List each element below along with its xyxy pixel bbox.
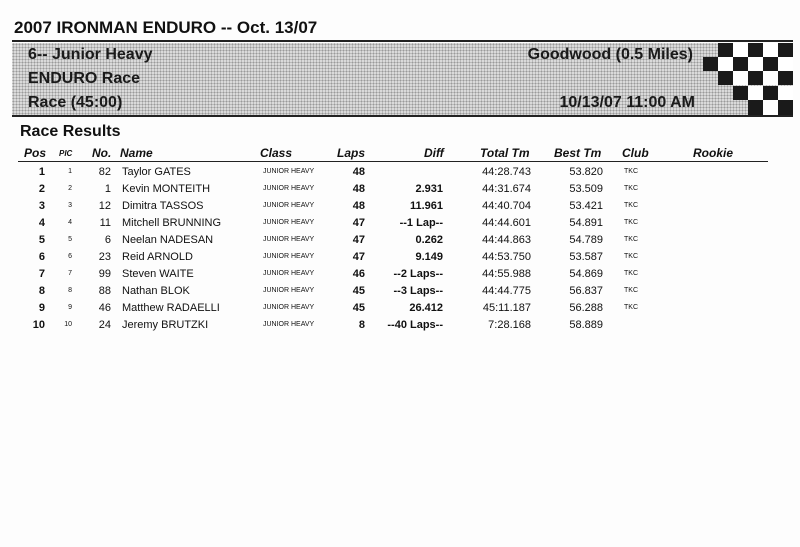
title-rule xyxy=(12,40,793,42)
cell-total: 44:44.863 xyxy=(482,234,531,246)
cell-class: JUNIOR HEAVY xyxy=(263,185,315,192)
cell-diff: 26.412 xyxy=(409,302,443,314)
cell-pos: 6 xyxy=(38,251,45,263)
cell-pos: 2 xyxy=(38,183,45,195)
cell-name: Jeremy BRUTZKI xyxy=(122,319,209,331)
cell-class: JUNIOR HEAVY xyxy=(263,304,315,311)
cell-laps: 8 xyxy=(358,319,365,331)
cell-pos: 9 xyxy=(38,302,45,314)
cell-club: TKC xyxy=(624,202,638,209)
cell-club: TKC xyxy=(624,253,638,260)
cell-name: Reid ARNOLD xyxy=(122,251,193,263)
cell-pic: 2 xyxy=(68,185,72,192)
cell-pic: 7 xyxy=(68,270,72,277)
col-header-no: No. xyxy=(92,146,112,160)
race-type: ENDURO Race xyxy=(28,70,141,87)
cell-name: Mitchell BRUNNING xyxy=(122,217,222,229)
cell-pic: 10 xyxy=(64,321,72,328)
cell-name: Neelan NADESAN xyxy=(122,234,214,246)
cell-no: 6 xyxy=(104,234,111,246)
cell-club: TKC xyxy=(624,270,638,277)
cell-name: Matthew RADAELLI xyxy=(122,302,220,314)
cell-no: 88 xyxy=(98,285,111,297)
track-name: Goodwood (0.5 Miles) xyxy=(527,46,693,63)
section-title: Race Results xyxy=(20,123,121,140)
cell-diff: --40 Laps-- xyxy=(387,319,443,331)
cell-club: TKC xyxy=(624,287,638,294)
col-header-total: Total Tm xyxy=(480,146,530,160)
col-header-best: Best Tm xyxy=(554,146,602,160)
cell-pos: 8 xyxy=(38,285,45,297)
cell-laps: 48 xyxy=(352,166,365,178)
cell-class: JUNIOR HEAVY xyxy=(263,219,315,226)
col-header-laps: Laps xyxy=(337,146,366,160)
cell-no: 24 xyxy=(98,319,111,331)
cell-pos: 5 xyxy=(38,234,45,246)
col-header-rookie: Rookie xyxy=(693,146,734,160)
cell-best: 54.789 xyxy=(569,234,603,246)
cell-no: 46 xyxy=(98,302,111,314)
cell-pic: 3 xyxy=(68,202,72,209)
cell-best: 56.837 xyxy=(569,285,603,297)
cell-pic: 4 xyxy=(68,219,72,226)
cell-laps: 46 xyxy=(352,268,365,280)
cell-pos: 1 xyxy=(38,166,45,178)
cell-class: JUNIOR HEAVY xyxy=(263,287,315,294)
race-date-time: 10/13/07 11:00 AM xyxy=(559,94,695,111)
cell-pic: 5 xyxy=(68,236,72,243)
banner-rule xyxy=(12,115,793,117)
header-rule xyxy=(18,161,768,162)
cell-pos: 7 xyxy=(38,268,45,280)
cell-no: 1 xyxy=(104,183,111,195)
cell-class: JUNIOR HEAVY xyxy=(263,270,315,277)
col-header-pic: PIC xyxy=(59,149,73,158)
cell-diff: --1 Lap-- xyxy=(399,217,443,229)
col-header-pos: Pos xyxy=(24,146,47,160)
cell-best: 53.587 xyxy=(569,251,603,263)
cell-total: 44:31.674 xyxy=(482,183,531,195)
cell-class: JUNIOR HEAVY xyxy=(263,168,315,175)
cell-diff: --3 Laps-- xyxy=(393,285,443,297)
cell-diff: 0.262 xyxy=(415,234,443,246)
cell-pos: 10 xyxy=(32,319,45,331)
cell-pos: 3 xyxy=(38,200,45,212)
col-header-class: Class xyxy=(260,146,293,160)
cell-class: JUNIOR HEAVY xyxy=(263,321,315,328)
col-header-name: Name xyxy=(120,146,153,160)
cell-total: 45:11.187 xyxy=(482,302,531,314)
page-title: 2007 IRONMAN ENDURO -- Oct. 13/07 xyxy=(14,18,318,37)
cell-club: TKC xyxy=(624,304,638,311)
cell-pic: 9 xyxy=(68,304,72,311)
cell-class: JUNIOR HEAVY xyxy=(263,202,315,209)
cell-diff: 2.931 xyxy=(415,183,443,195)
cell-no: 82 xyxy=(98,166,111,178)
cell-name: Taylor GATES xyxy=(122,166,191,178)
class-line: 6-- Junior Heavy xyxy=(28,46,153,63)
cell-name: Steven WAITE xyxy=(122,268,194,280)
cell-diff: --2 Laps-- xyxy=(393,268,443,280)
cell-club: TKC xyxy=(624,219,638,226)
cell-class: JUNIOR HEAVY xyxy=(263,236,315,243)
cell-laps: 47 xyxy=(352,234,365,246)
cell-pic: 6 xyxy=(68,253,72,260)
cell-pos: 4 xyxy=(38,217,45,229)
cell-no: 11 xyxy=(99,217,111,229)
cell-total: 44:44.601 xyxy=(482,217,531,229)
cell-name: Nathan BLOK xyxy=(122,285,190,297)
cell-pic: 1 xyxy=(68,168,72,175)
cell-best: 58.889 xyxy=(569,319,603,331)
cell-name: Dimitra TASSOS xyxy=(122,200,204,212)
cell-total: 44:44.775 xyxy=(482,285,531,297)
cell-total: 44:55.988 xyxy=(482,268,531,280)
col-header-diff: Diff xyxy=(424,146,444,160)
cell-best: 53.421 xyxy=(569,200,603,212)
cell-laps: 45 xyxy=(352,285,365,297)
race-banner xyxy=(12,43,793,115)
cell-total: 7:28.168 xyxy=(488,319,531,331)
cell-laps: 45 xyxy=(352,302,365,314)
cell-laps: 48 xyxy=(352,200,365,212)
cell-laps: 47 xyxy=(352,251,365,263)
cell-total: 44:53.750 xyxy=(482,251,531,263)
cell-best: 53.509 xyxy=(569,183,603,195)
col-header-club: Club xyxy=(622,146,649,160)
cell-total: 44:28.743 xyxy=(482,166,531,178)
cell-laps: 47 xyxy=(352,217,365,229)
cell-laps: 48 xyxy=(352,183,365,195)
race-length: Race (45:00) xyxy=(28,94,123,111)
cell-no: 23 xyxy=(98,251,111,263)
cell-diff: 9.149 xyxy=(415,251,443,263)
cell-best: 54.891 xyxy=(569,217,603,229)
cell-pic: 8 xyxy=(68,287,72,294)
cell-class: JUNIOR HEAVY xyxy=(263,253,315,260)
cell-best: 56.288 xyxy=(569,302,603,314)
cell-club: TKC xyxy=(624,236,638,243)
cell-club: TKC xyxy=(624,168,638,175)
cell-no: 12 xyxy=(98,200,111,212)
cell-total: 44:40.704 xyxy=(482,200,531,212)
cell-no: 99 xyxy=(98,268,111,280)
cell-best: 53.820 xyxy=(569,166,603,178)
cell-club: TKC xyxy=(624,185,638,192)
cell-best: 54.869 xyxy=(569,268,603,280)
cell-name: Kevin MONTEITH xyxy=(122,183,211,195)
cell-diff: 11.961 xyxy=(409,200,443,212)
